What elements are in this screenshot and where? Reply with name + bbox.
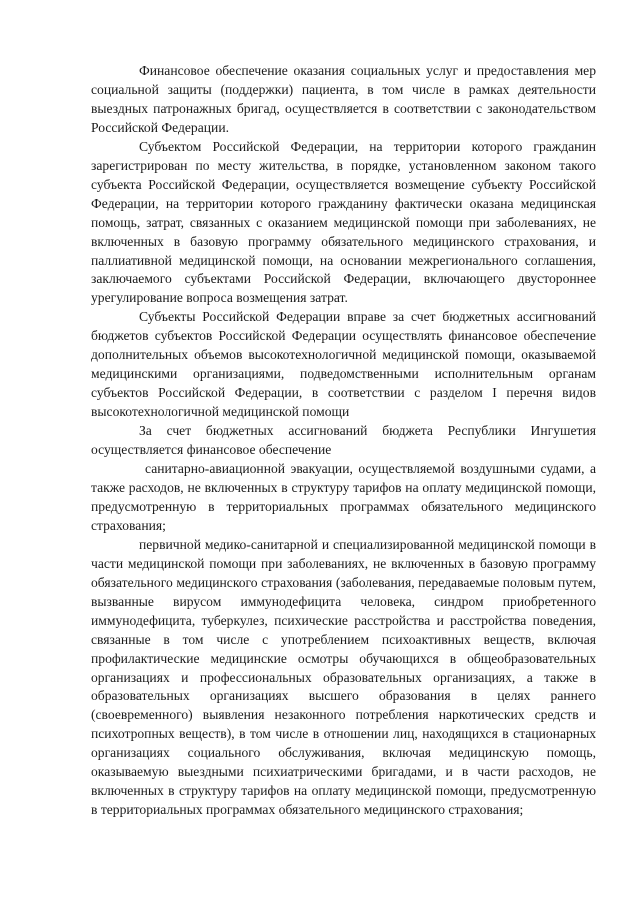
paragraph-social-services-financing: Финансовое обеспечение оказания социальных услуг и предоставления мер социальной защиты (поддержки) пациента, в том числе в рамках деятельности выездных патронажных бригад, осуществляется в соответствии с законодательством Российской Федерации. [91, 63, 596, 135]
paragraph-interregional-reimbursement: Субъектом Российской Федерации, на территории которого гражданин зарегистрирован по месту жительства, в порядке, установленном законом такого субъекта Российской Федерации, осуществляется возмещение субъекту Российской Федерации, на территории которого гражданину фактически оказана медицинская помощь, затрат, связанных с оказанием медицинской помощи при заболеваниях, не включенных в базовую программу обязательного медицинского страхования, и паллиативной медицинской помощи, на основании межрегионального соглашения, заключаемого субъектами Российской Федерации, включающего двустороннее урегулирование вопроса возмещения затрат. [91, 138, 596, 306]
paragraph-air-evacuation: санитарно-авиационной эвакуации, осуществляемой воздушными судами, а также расходов, не включенных в структуру тарифов на оплату медицинской помощи, предусмотренную в территориальных программах обязательного медицинского страхования; [91, 461, 596, 533]
document-page [91, 62, 596, 820]
paragraph-primary-specialized-care: первичной медико-санитарной и специализированной медицинской помощи в части медицинской помощи при заболеваниях, не включенных в базовую программу обязательного медицинского страхования (заболевания, передаваемые половым путем, вызванные вирусом иммунодефицита человека, синдром приобретенного иммунодефицита, туберкулез, психические расстройства и расстройства поведения, связанные в том числе с употреблением психоактивных веществ, включая профилактические медицинские осмотры обучающихся в общеобразовательных организациях и профессиональных образовательных организациях, а также в образовательных организациях высшего образования в целях раннего (своевременного) выявления незаконного потребления наркотических средств и психотропных веществ), в том числе в отношении лиц, находящихся в стационарных организациях социального обслуживания, включая медицинскую помощь, оказываемую выездными психиатрическими бригадами, и в части расходов, не включенных в структуру тарифов на оплату медицинской помощи, предусмотренную в территориальных программах обязательного медицинского страхования; [91, 536, 596, 818]
paragraph-high-tech-care-financing: Субъекты Российской Федерации вправе за счет бюджетных ассигнований бюджетов субъектов Российской Федерации осуществлять финансовое обеспечение дополнительных объемов высокотехнологичной медицинской помощи, оказываемой медицинскими организациями, подведомственными исполнительным органам субъектов Российской Федерации, в соответствии с разделом I перечня видов высокотехнологичной медицинской помощи [91, 309, 596, 420]
paragraph-ingushetia-budget-intro: За счет бюджетных ассигнований бюджета Республики Ингушетия осуществляется финансовое обеспечение [91, 423, 596, 458]
